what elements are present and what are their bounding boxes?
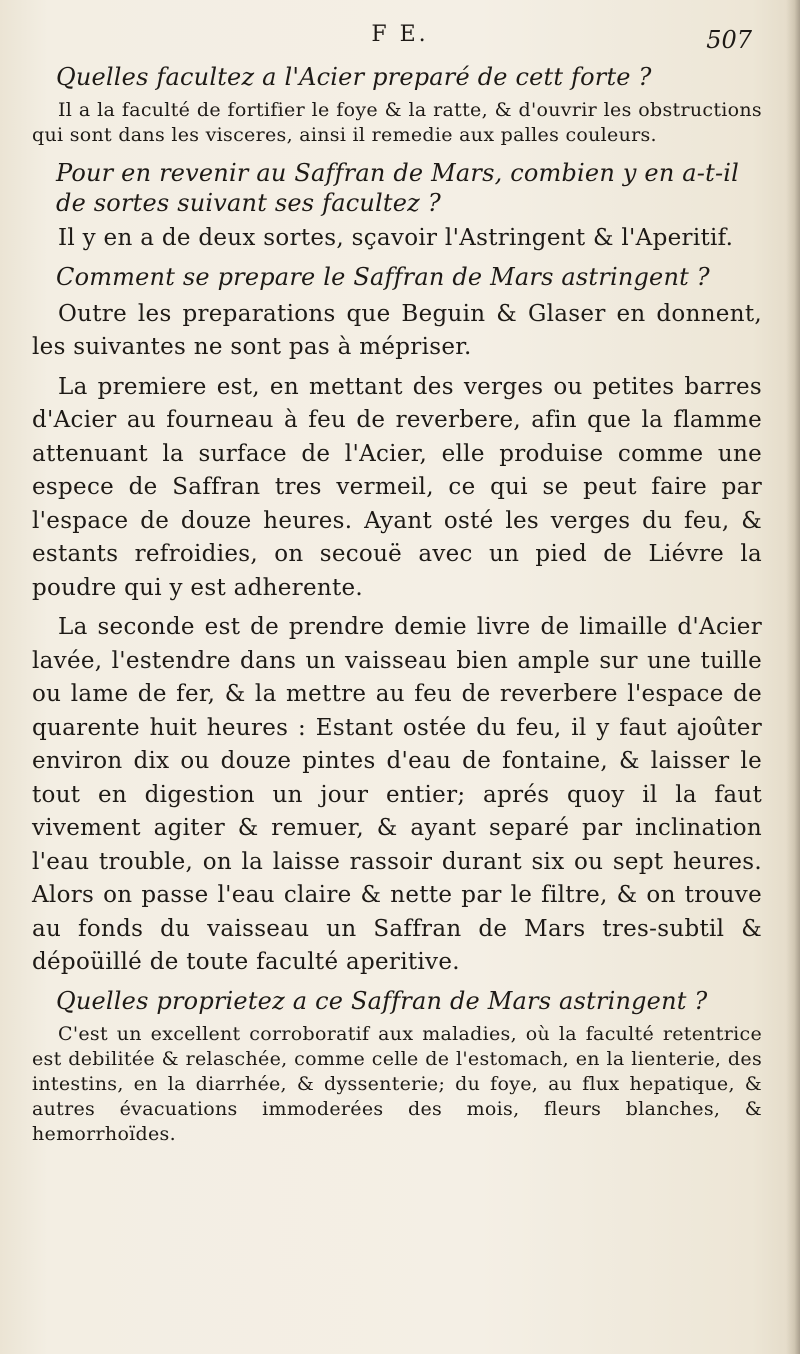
paragraph: La seconde est de prendre demie livre de limaille d'Acier lavée, l'estendre dans un vaisseau bien ample sur une tuille ou lame de fer, & la mettre au feu de reverbere l'espace de quarente huit heures : Estant ostée du feu, il y faut ajoûter environ dix ou douze pintes d'eau de fontaine, & laisser le tout en digestion un jour entier; aprés quoy il la faut vivement agiter & remuer, & ayant separé par inclination l'eau trouble, on la laisse rassoir durant six ou sept heures. Alors on passe l'eau claire & nette par le filtre, & on trouve au fonds du vaisseau un Saffran de Mars tres-subtil & dépoüillé de toute faculté aperitive.: [32, 614, 762, 975]
paragraph: C'est un excellent corroboratif aux maladies, où la faculté retentrice est debilitée & relaschée, comme celle de l'estomach, en la lienterie, des intestins, en la diarrhée, & dyssenterie; du foye, au flux hepatique, & autres évacuations immoderées des mois, fleurs blanches, & hemorrhoïdes.: [32, 1022, 762, 1145]
page-header: [40, 22, 760, 62]
section-heading: Quelles facultez a l'Acier preparé de cett forte ?: [56, 63, 652, 91]
running-title: F E.: [371, 22, 429, 47]
paragraph: Outre les preparations que Beguin & Glaser en donnent, les suivantes ne sont pas à mépriser.: [32, 300, 762, 360]
section-heading: Pour en revenir au Saffran de Mars, combien y en a-t-il de sortes suivant ses facultez ?: [56, 159, 740, 217]
paragraph: Il y en a de deux sortes, sçavoir l'Astringent & l'Aperitif.: [58, 225, 734, 251]
paragraph: Il a la faculté de fortifier le foye & la ratte, & d'ouvrir les obstructions qui sont dans les visceres, ainsi il remedie aux palles couleurs.: [32, 99, 762, 146]
page-gutter-shadow: [786, 0, 800, 1354]
section-heading: Comment se prepare le Saffran de Mars astringent ?: [56, 262, 710, 291]
paragraph: La premiere est, en mettant des verges ou petites barres d'Acier au fourneau à feu de reverbere, afin que la flamme attenuant la surface de l'Acier, elle produise comme une espece de Saffran tres vermeil, ce qui se peut faire par l'espace de douze heures. Ayant osté les verges du feu, & estants refroidies, on secouë avec un pied de Liévre la poudre qui y est adherente.: [32, 373, 762, 601]
page-body: [32, 62, 762, 1157]
section-heading: Quelles proprietez a ce Saffran de Mars astringent ?: [56, 986, 708, 1015]
page-number: 507: [706, 26, 752, 54]
